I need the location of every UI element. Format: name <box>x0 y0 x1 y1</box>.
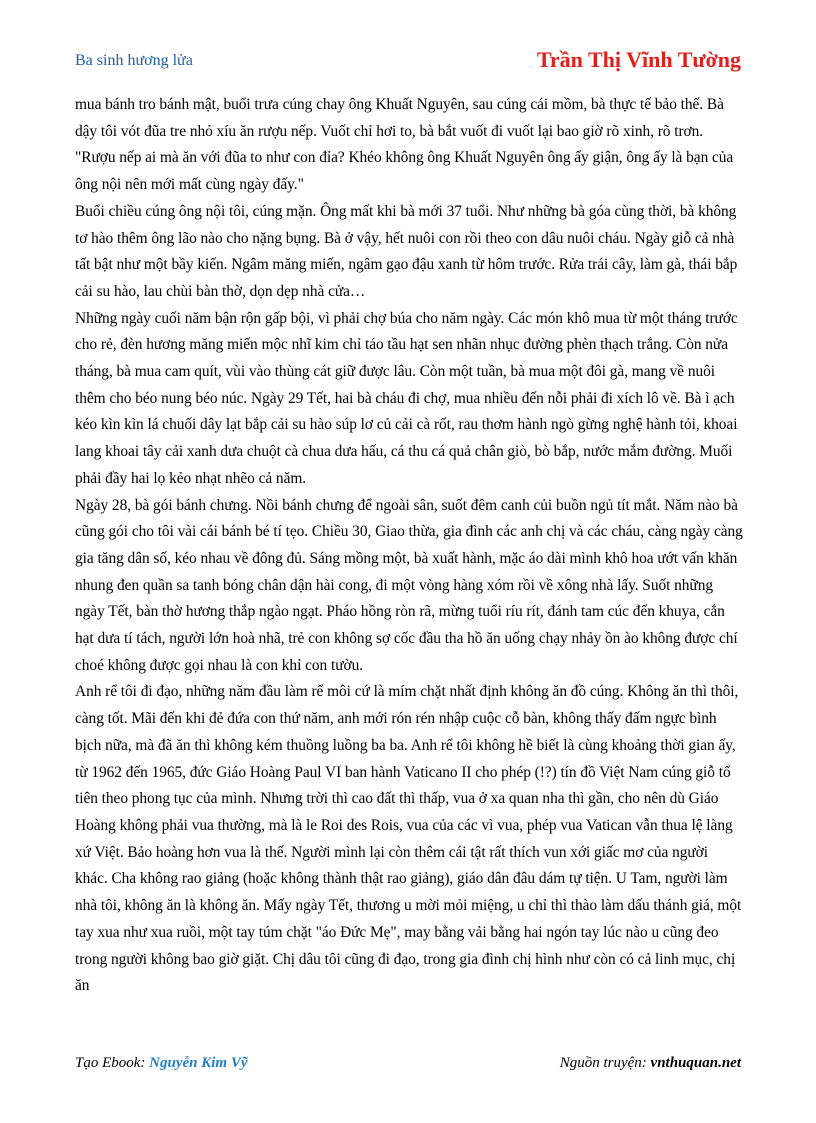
paragraph: Buổi chiều cúng ông nội tôi, cúng mặn. Ông mất khi bà mới 37 tuổi. Như những bà góa cùng thời, bà không tơ hào thêm ông lão nào cho nặng bụng. Bà ở vậy, hết nuôi con rồi theo con dâu nuôi cháu. Ngày giỗ cả nhà tất bật như một bầy kiến. Ngâm măng miến, ngâm gạo đậu xanh từ hôm trước. Rửa trái cây, làm gà, thái bắp cải su hào, lau chùi bàn thờ, dọn dẹp nhà cửa… <box>75 202 738 300</box>
ebook-maker: Nguyễn Kim Vỹ <box>149 1055 248 1071</box>
paragraph: Những ngày cuối năm bận rộn gấp bội, vì phải chợ búa cho năm ngày. Các món khô mua từ một tháng trước cho rẻ, đèn hương măng miến mộc nhĩ kim chỉ táo tầu hạt sen nhãn nhục đường phèn thạch trắng. Còn nửa tháng, bà mua cam quít, vùi vào thùng cát giữ được lâu. Còn một tuần, bà mua một đôi gà, mang về nuôi thêm cho béo nung béo núc. Ngày 29 Tết, hai bà cháu đi chợ, mua nhiều đến nỗi phải đi xích lô về. Bà ì ạch kéo kìn kìn lá chuối dây lạt bắp cải su hào súp lơ củ cải cà rốt, rau thơm hành ngò gừng nghệ hành tỏi, khoai lang khoai tây cải xanh dưa chuột cà chua dưa hấu, cá thu cá quả chân giò, bò bắp, nước mắm đường. Muối phải đầy hai lọ kẻo nhạt nhẽo cả năm. <box>75 309 738 487</box>
paragraph: mua bánh tro bánh mật, buổi trưa cúng chay ông Khuất Nguyên, sau cúng cái mồm, bà thực tế bảo thế. Bà dậy tôi vót đũa tre nhỏ xíu ăn rượu nếp. Vuốt chỉ hơi to, bà bắt vuốt đi vuốt lại bao giờ rõ xinh, rõ trơn. "Rượu nếp ai mà ăn với đũa to như con đỉa? Khéo không ông Khuất Nguyên ông ấy giận, ông ấy là bạn của ông nội nên mới mất cùng ngày đấy." <box>75 96 734 194</box>
source-site: vnthuquan.net <box>650 1055 741 1071</box>
source-separator: : <box>641 1055 651 1071</box>
ebook-credit <box>75 1055 248 1072</box>
author-name: Trần Thị Vĩnh Tường <box>536 47 741 72</box>
story-text <box>75 92 743 1000</box>
ebook-label: Tạo Ebook <box>75 1055 141 1071</box>
source-credit <box>560 1055 741 1072</box>
book-title: Ba sinh hương lửa <box>75 52 193 69</box>
paragraph: Ngày 28, bà gói bánh chưng. Nồi bánh chưng để ngoài sân, suốt đêm canh củi buồn ngủ tít mắt. Năm nào bà cũng gói cho tôi vài cái bánh bé tí tẹo. Chiều 30, Giao thừa, gia đình các anh chị và các cháu, càng ngày càng gia tăng dân số, kéo nhau về đông đủ. Sáng mồng một, bà xuất hành, mặc áo dài mình khô hoa ướt vấn khăn nhung đen quần sa tanh bóng chân dận hài cong, đi một vòng hàng xóm rồi về xông nhà lấy. Suốt những ngày Tết, bàn thờ hương thắp ngào ngạt. Pháo hồng ròn rã, mừng tuổi ríu rít, đánh tam cúc đến khuya, cắn hạt dưa tí tách, người lớn hoà nhã, trẻ con không sợ cốc đầu tha hồ ăn uống chạy nhảy ồn ào không được chí choé không được gọi nhau là con khỉ con tườu. <box>75 496 743 674</box>
paragraph: Anh rể tôi đi đạo, những năm đầu làm rể môi cứ là mím chặt nhất định không ăn đồ cúng. Không ăn thì thôi, càng tốt. Mãi đến khi đẻ đứa con thứ năm, anh mới rón rén nhập cuộc cỗ bàn, không thấy đấm ngực bình bịch nữa, mà đã ăn thì không kém thuồng luồng ba ba. Anh rể tôi không hề biết là cùng khoảng thời gian ấy, từ 1962 đến 1965, đức Giáo Hoàng Paul VI ban hành Vaticano II cho phép (!?) tín đồ Việt Nam cúng giỗ tổ tiên theo phong tục của mình. Nhưng trời thì cao đất thì thấp, vua ở xa quan nha thì gần, cho nên dù Giáo Hoàng không phải vua thường, mà là le Roi des Rois, vua của các vì vua, phép vua Vatican vẫn thua lệ làng xứ Việt. Bảo hoàng hơn vua là thế. Người mình lại còn thêm cái tật rất thích vun xới giấc mơ của người khác. Cha không rao giảng (hoặc không thành thật rao giảng), giáo dân đâu dám tự tiện. U Tam, người làm nhà tôi, không ăn là không ăn. Mấy ngày Tết, thương u mời mỏi miệng, u chỉ thì thào làm dấu thánh giá, một tay xua như xua ruồi, một tay túm chặt "áo Đức Mẹ", may bằng vải bằng hai ngón tay lúc nào u cũng đeo trong người không bao giờ giặt. Chị dâu tôi cũng đi đạo, trong gia đình chị hình như còn có cả linh mục, chị ăn <box>75 683 742 995</box>
ebook-separator: : <box>140 1055 150 1071</box>
source-label: Nguồn truyện <box>559 1055 642 1071</box>
